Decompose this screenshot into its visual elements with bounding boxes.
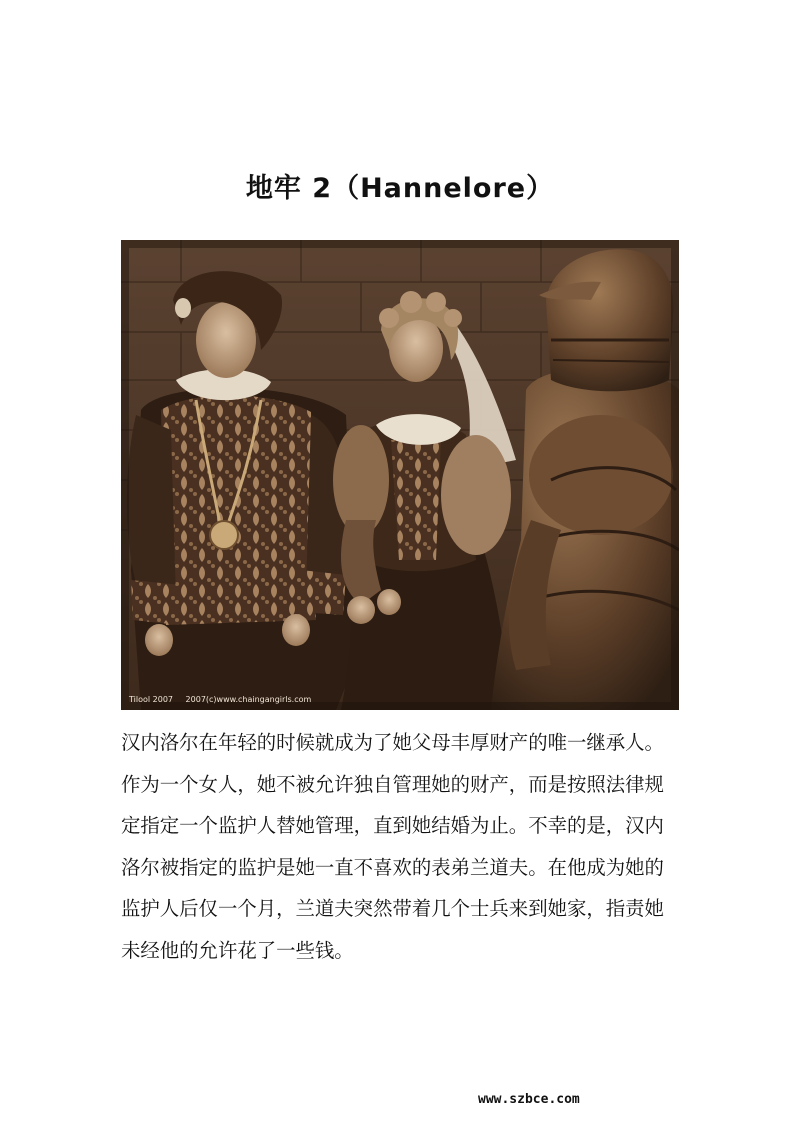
paragraph-line: 未经他的允许花了一些钱。 bbox=[121, 938, 354, 962]
footer-url: www.szbce.com bbox=[478, 1092, 580, 1107]
photo-credit-copyright: 2007(c)www.chaingangirls.com bbox=[185, 695, 312, 704]
paragraph-line: 洛尔被指定的监护是她一直不喜欢的表弟兰道夫。在他成为她的 bbox=[121, 855, 664, 879]
photo-credit-artist: Tilool 2007 bbox=[129, 695, 173, 704]
photo-credit bbox=[129, 695, 321, 704]
paragraph-line: 定指定一个监护人替她管理，直到她结婚为止。不幸的是，汉内 bbox=[121, 814, 664, 837]
sepia-illustration bbox=[121, 240, 679, 710]
story-paragraph bbox=[121, 722, 686, 971]
page-title: 地牢 2（Hannelore） bbox=[245, 173, 555, 204]
paragraph-line: 汉内洛尔在年轻的时候就成为了她父母丰厚财产的唯一继承人。 bbox=[121, 731, 664, 754]
illustration-photo bbox=[121, 240, 679, 710]
paragraph-line: 作为一个女人，她不被允许独自管理她的财产，而是按照法律规 bbox=[121, 772, 664, 796]
paragraph-line: 监护人后仅一个月，兰道夫突然带着几个士兵来到她家，指责她 bbox=[121, 897, 664, 920]
